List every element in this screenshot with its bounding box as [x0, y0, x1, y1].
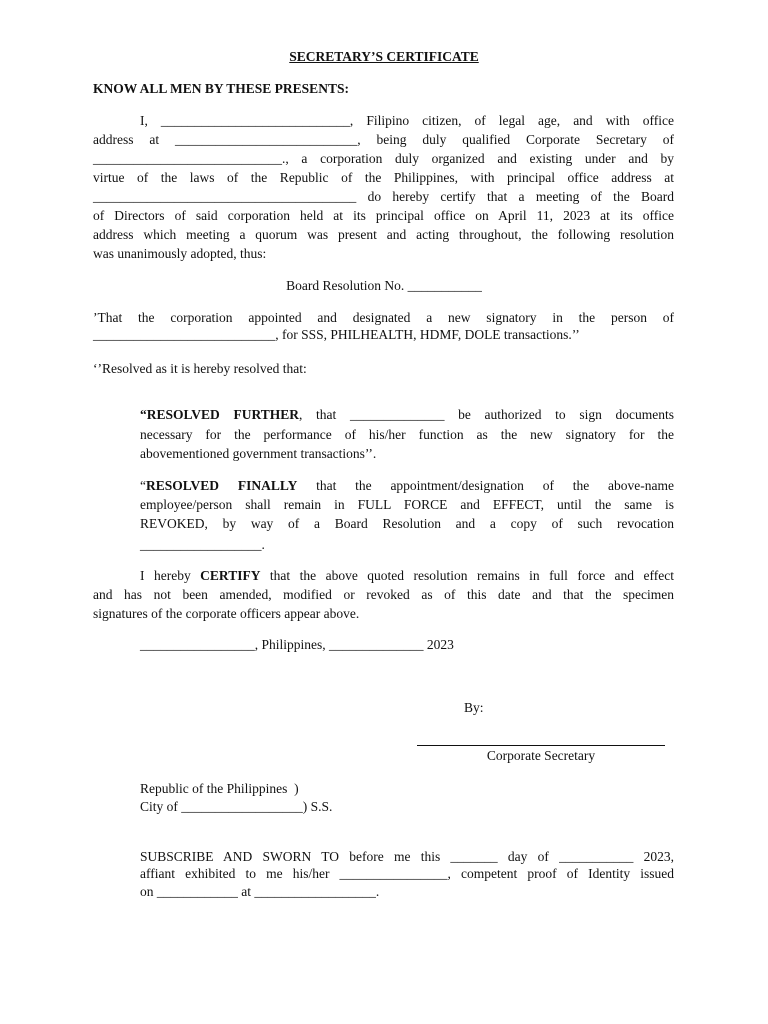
p1-line-4: virtue of the laws of the Republic of the Philippines, with principal office address at [93, 170, 674, 185]
p1-line-6: of Directors of said corporation held at its principal office on April 11, 2023 at its office [93, 208, 674, 223]
p4-line-1 [140, 567, 674, 585]
jurat-line-3: on ____________ at __________________. [140, 884, 380, 899]
signatory-title: Corporate Secretary [486, 748, 596, 763]
p1-line-3: ____________________________., a corporation duly organized and existing under and by [93, 151, 674, 166]
venue-line-1: Republic of the Philippines ) [140, 781, 299, 796]
r2-rest: that the appointment/designation of the above-name [297, 478, 674, 493]
r1-bold: “RESOLVED FURTHER [140, 407, 299, 422]
p4-pre: I hereby [140, 568, 201, 583]
p2-line-1: ’That the corporation appointed and designated a new signatory in the person of [93, 310, 674, 325]
p4-line-3: signatures of the corporate officers appear above. [93, 606, 360, 621]
jurat-line-2: affiant exhibited to me his/her ________________, competent proof of Identity issued [140, 866, 674, 881]
p1-line-5: _______________________________________ do hereby certify that a meeting of the Board [93, 189, 674, 204]
p4-bold: CERTIFY [200, 568, 261, 583]
p4-rest: that the above quoted resolution remains in full force and effect [260, 568, 674, 583]
p1-line-7: address which meeting a quorum was present and acting throughout, the following resolution [93, 227, 674, 242]
p1-line-8: was unanimously adopted, thus: [93, 246, 267, 261]
r2-line-3: REVOKED, by way of a Board Resolution and a copy of such revocation [140, 516, 674, 531]
jurat-line-1: SUBSCRIBE AND SWORN TO before me this _______ day of ___________ 2023, [140, 849, 674, 864]
signature-line [417, 745, 665, 746]
p3-resolved-intro: ‘’Resolved as it is hereby resolved that: [93, 361, 307, 376]
r2-line-2: employee/person shall remain in FULL FORCE and EFFECT, until the same is [140, 497, 674, 512]
place-date-line: _________________, Philippines, ______________ 2023 [140, 637, 454, 652]
p1-line-2: address at ___________________________, being duly qualified Corporate Secretary of [93, 132, 674, 147]
p4-line-2: and has not been amended, modified or revoked as of this date and that the specimen [93, 587, 674, 602]
r2-prefix: “ [140, 478, 146, 493]
r1-line-3: abovementioned government transactions’’. [140, 446, 377, 461]
venue-line-2: City of __________________) S.S. [140, 799, 333, 814]
r2-bold: RESOLVED FINALLY [146, 478, 298, 493]
r2-line-1 [140, 477, 674, 495]
by-label: By: [464, 700, 484, 715]
intro-heading: KNOW ALL MEN BY THESE PRESENTS: [93, 81, 349, 96]
r1-rest: , that ______________ be authorized to sign documents [298, 407, 675, 422]
p1-line-1: I, ____________________________, Filipino citizen, of legal age, and with office [140, 113, 674, 128]
document-title: SECRETARY’S CERTIFICATE [289, 49, 479, 64]
r1-line-1 [140, 406, 674, 424]
board-resolution-number: Board Resolution No. ___________ [286, 278, 482, 293]
p2-line-2: ___________________________, for SSS, PHILHEALTH, HDMF, DOLE transactions.’’ [93, 327, 580, 342]
r1-line-2: necessary for the performance of his/her function as the new signatory for the [140, 427, 674, 442]
r2-line-4: __________________. [140, 537, 265, 552]
